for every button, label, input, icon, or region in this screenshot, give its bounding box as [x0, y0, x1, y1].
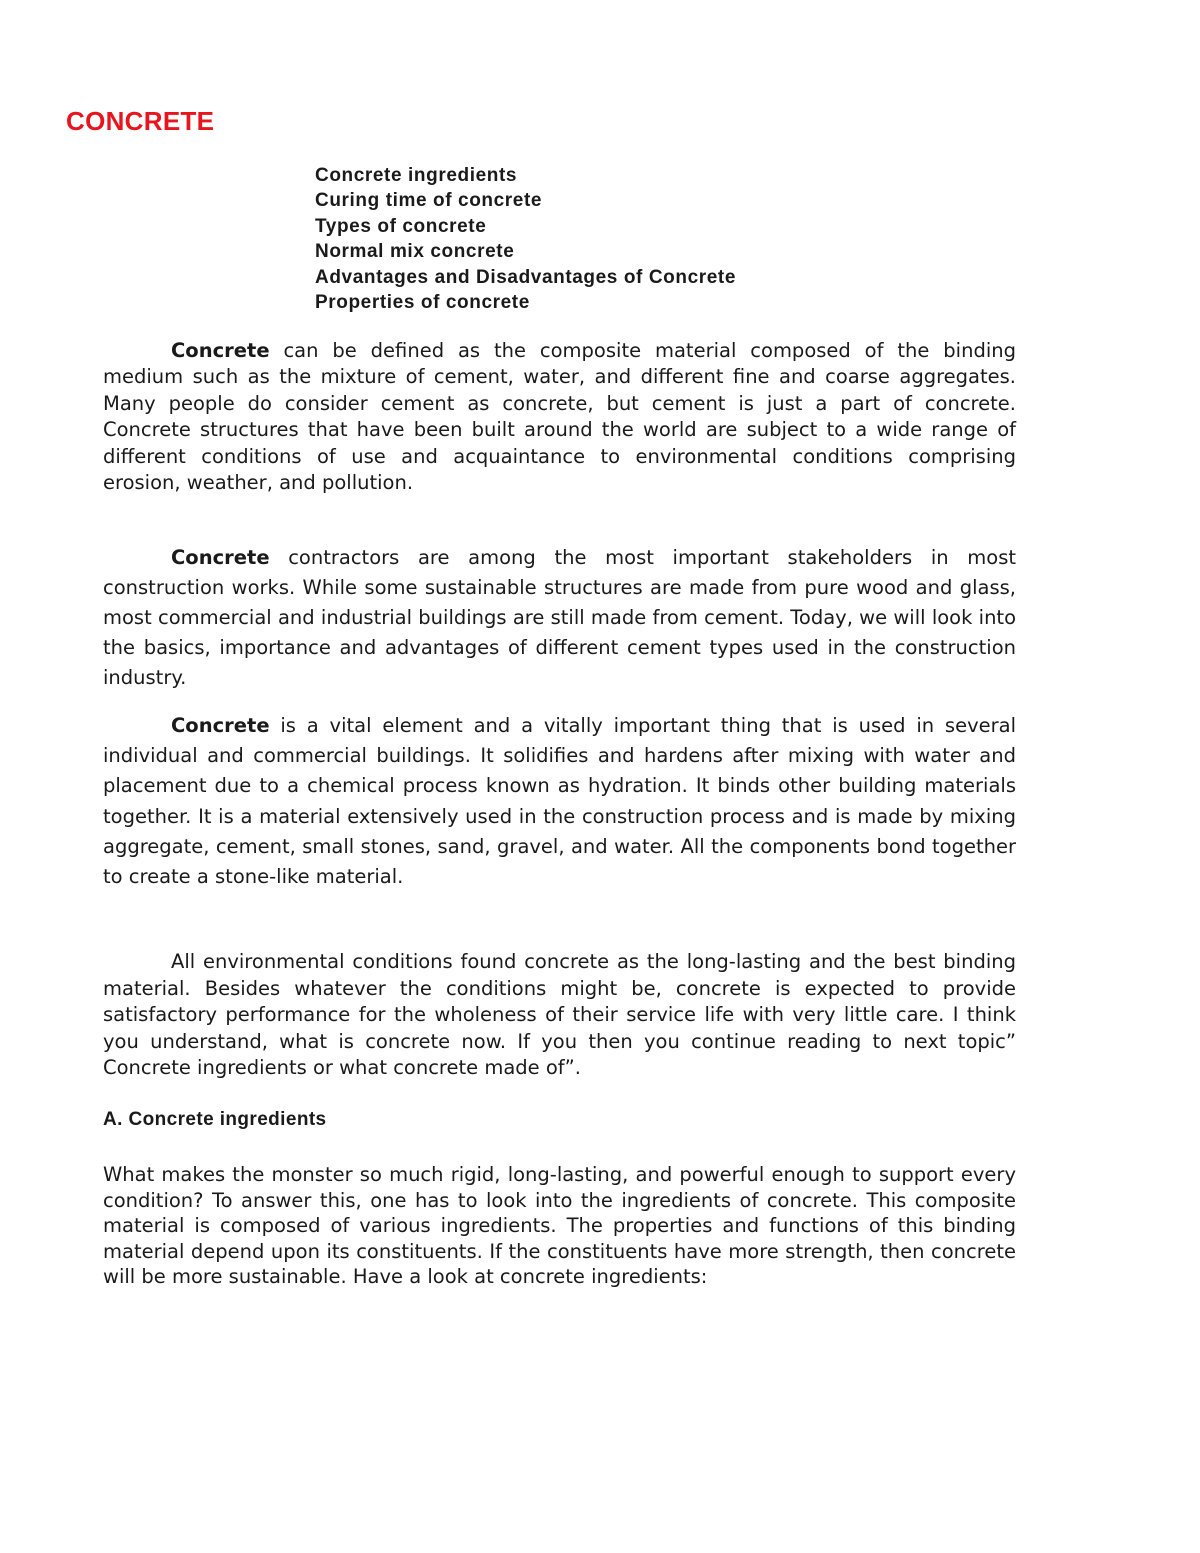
paragraph-text: can be defined as the composite material composed of the binding medium such as the mixture of cement, water, and different fine and coarse aggregates. Many people do consider cement as concrete, but cement is just a part of concrete. Concrete structures that have been built around the world are subject to a wide range of different conditions of use and acquaintance to environmental conditions comprising erosion, weather, and pollution. [103, 339, 1016, 495]
paragraph-lead: Concrete [171, 546, 270, 569]
paragraph-lead: Concrete [171, 339, 270, 362]
paragraph-text: contractors are among the most important stakeholders in most construction works. While some sustainable structures are made from pure wood and glass, most commercial and industrial buildings are still made from cement. Today, we will look into the basics, importance and advantages of different cement types used in the construction industry. [103, 546, 1016, 689]
topics-list [315, 163, 736, 315]
section-heading: A. Concrete ingredients [103, 1109, 327, 1130]
topic-item: Normal mix concrete [315, 241, 515, 263]
paragraph-text: All environmental conditions found concrete as the long-lasting and the best binding material. Besides whatever the conditions might be, concrete is expected to provide satisfactory performance for the wholeness of their service life with very little care. I think you understand, what is concrete now. If you then you continue reading to next topic” Concrete ingredients or what concrete made of”. [103, 950, 1016, 1079]
environmental-paragraph [103, 949, 1016, 1082]
ingredients-paragraph: What makes the monster so much rigid, long-lasting, and powerful enough to support every condition? To answer this, one has to look into the ingredients of concrete. This composite material is composed of various ingredients. The properties and functions of this binding material depend upon its constituents. If the constituents have more strength, then concrete will be more sustainable. Have a look at concrete ingredients: [103, 1163, 1016, 1289]
topic-item: Properties of concrete [315, 292, 530, 314]
document-title: CONCRETE [66, 106, 215, 136]
topic-item: Concrete ingredients [315, 165, 518, 186]
paragraph-text: is a vital element and a vitally important thing that is used in several individual and commercial buildings. It solidifies and hardens after mixing with water and placement due to a chemical process known as hydration. It binds other building materials together. It is a material extensively used in the construction process and is made by mixing aggregate, cement, small stones, sand, gravel, and water. All the components bond together to create a stone-like material. [103, 714, 1016, 889]
intro-paragraph [103, 338, 1016, 496]
paragraph-lead: Concrete [171, 714, 270, 737]
vital-element-paragraph [103, 711, 1016, 892]
topic-item: Curing time of concrete [315, 190, 543, 212]
topic-item: Types of concrete [315, 215, 487, 237]
topic-item: Advantages and Disadvantages of Concrete [315, 266, 736, 288]
contractors-paragraph [103, 543, 1016, 693]
